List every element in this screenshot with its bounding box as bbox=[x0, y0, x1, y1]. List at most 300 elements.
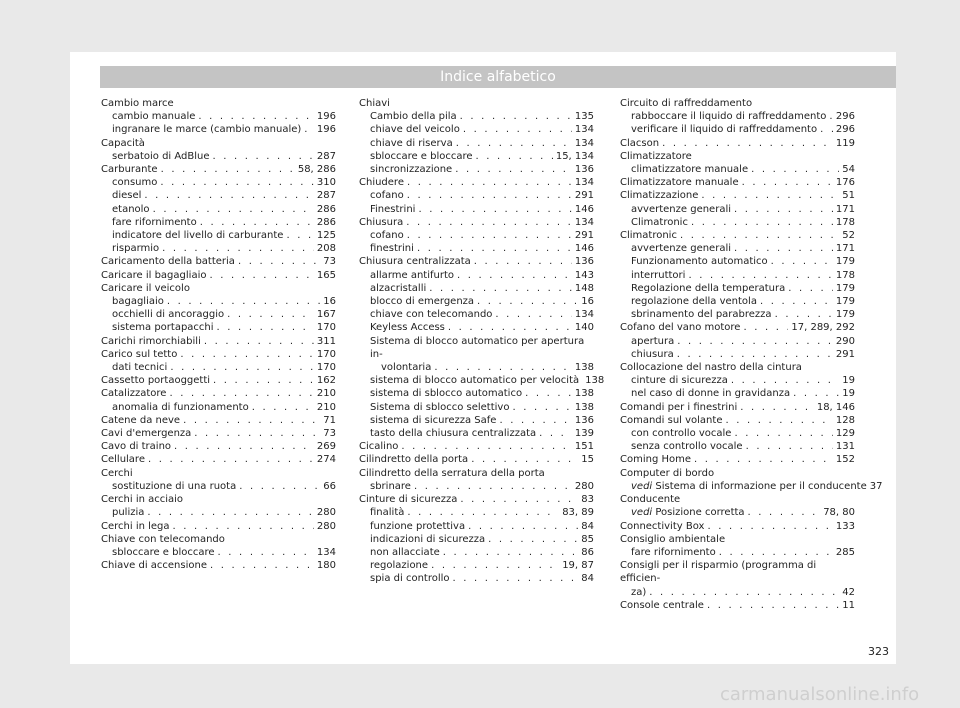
leader-dots bbox=[194, 427, 320, 440]
index-subentry bbox=[359, 189, 594, 202]
page-reference: 171 bbox=[835, 203, 855, 215]
index-term: avvertenze generali bbox=[631, 203, 732, 215]
page-reference: 138 bbox=[585, 375, 605, 387]
leader-dots bbox=[148, 453, 314, 466]
index-entry bbox=[620, 493, 855, 506]
index-entry bbox=[101, 559, 336, 572]
page-reference: 54 bbox=[842, 164, 855, 176]
index-term: Sistema di blocco automatico per apertura in- bbox=[370, 335, 585, 360]
page-reference: 171 bbox=[835, 243, 855, 255]
leader-dots bbox=[463, 123, 572, 136]
leader-dots bbox=[468, 520, 578, 533]
page-reference: 42 bbox=[842, 586, 855, 598]
watermark: carmanualsonline.info bbox=[720, 684, 920, 705]
index-term: Carburante bbox=[101, 164, 158, 176]
leader-dots bbox=[209, 269, 313, 282]
page-reference: 37 bbox=[869, 480, 883, 492]
index-term: finestrini bbox=[370, 243, 414, 255]
page-reference: 133 bbox=[835, 520, 855, 532]
index-term: Cofano del vano motore bbox=[620, 322, 741, 334]
index-term: Keyless Access bbox=[370, 322, 445, 334]
index-entry bbox=[101, 374, 336, 387]
index-term: Connectivity Box bbox=[620, 520, 705, 532]
page-reference: 84 bbox=[581, 573, 594, 585]
index-subentry bbox=[101, 546, 336, 559]
index-subentry bbox=[359, 203, 594, 216]
page-reference: 179 bbox=[835, 296, 855, 308]
index-subentry bbox=[620, 440, 855, 453]
index-term: Comandi per i finestrini bbox=[620, 401, 738, 413]
leader-dots bbox=[488, 533, 578, 546]
index-term: bagagliaio bbox=[112, 296, 164, 308]
index-subentry bbox=[359, 282, 594, 295]
index-term: consumo bbox=[112, 177, 158, 189]
leader-dots bbox=[239, 480, 320, 493]
page-reference: 280 bbox=[316, 520, 336, 532]
index-term: spia di controllo bbox=[370, 573, 450, 585]
leader-dots bbox=[200, 216, 314, 229]
page-reference: 78, 80 bbox=[823, 507, 855, 519]
leader-dots bbox=[406, 216, 572, 229]
index-subentry bbox=[359, 295, 594, 308]
page-reference: 16 bbox=[323, 296, 336, 308]
leader-dots bbox=[160, 176, 314, 189]
index-term: volontaria bbox=[381, 362, 432, 374]
index-term: etanolo bbox=[112, 203, 150, 215]
index-term: non allacciate bbox=[370, 546, 440, 558]
index-term: Caricare il veicolo bbox=[101, 282, 190, 294]
page-reference: 179 bbox=[835, 309, 855, 321]
page-reference: 73 bbox=[323, 256, 336, 268]
index-term: Regolazione della temperatura bbox=[631, 282, 786, 294]
page-reference: 148 bbox=[574, 282, 594, 294]
leader-dots bbox=[180, 348, 314, 361]
leader-dots bbox=[725, 414, 832, 427]
leader-dots bbox=[746, 440, 833, 453]
index-term: funzione protettiva bbox=[370, 520, 466, 532]
page-reference: 285 bbox=[835, 546, 855, 558]
index-term: Cavo di traino bbox=[101, 441, 172, 453]
index-entry bbox=[620, 361, 855, 374]
leader-dots bbox=[719, 546, 833, 559]
page-reference: 138 bbox=[574, 388, 594, 400]
index-entry bbox=[620, 229, 855, 242]
index-subentry bbox=[101, 308, 336, 321]
index-term: occhielli di ancoraggio bbox=[112, 309, 225, 321]
page-reference: 210 bbox=[316, 401, 336, 413]
index-subentry bbox=[101, 242, 336, 255]
index-term: con controllo vocale bbox=[631, 428, 732, 440]
page-reference: 71 bbox=[323, 414, 336, 426]
leader-dots bbox=[456, 137, 572, 150]
index-entry bbox=[620, 321, 855, 334]
page-reference: 296 bbox=[835, 124, 855, 136]
page-reference: 52 bbox=[842, 230, 855, 242]
index-subentry bbox=[359, 387, 594, 400]
leader-dots bbox=[829, 110, 833, 123]
leader-dots bbox=[734, 427, 832, 440]
index-term: verificare il liquido di raffreddamento bbox=[631, 124, 818, 136]
index-term: vedi Sistema di informazione per il conducente bbox=[631, 480, 867, 492]
page-reference: 134 bbox=[574, 124, 594, 136]
leader-dots bbox=[793, 387, 839, 400]
leader-dots bbox=[173, 520, 314, 533]
index-entry bbox=[101, 282, 336, 295]
leader-dots bbox=[434, 361, 572, 374]
index-entry bbox=[101, 97, 336, 110]
index-term: Finestrini bbox=[370, 203, 416, 215]
page-reference: 15 bbox=[581, 454, 594, 466]
page-number: 323 bbox=[868, 645, 889, 658]
index-entry bbox=[101, 269, 336, 282]
page-reference: 138 bbox=[574, 401, 594, 413]
index-entry bbox=[359, 216, 594, 229]
index-term: Chiudere bbox=[359, 177, 404, 189]
page-reference: 86 bbox=[581, 546, 594, 558]
page-reference: 287 bbox=[316, 190, 336, 202]
leader-dots bbox=[820, 123, 833, 136]
page-reference: 134 bbox=[574, 216, 594, 228]
leader-dots bbox=[677, 335, 833, 348]
index-subentry bbox=[359, 427, 594, 440]
index-term: Caricare il bagagliaio bbox=[101, 269, 207, 281]
index-term: anomalia di funzionamento bbox=[112, 401, 249, 413]
index-entry bbox=[101, 467, 336, 480]
index-entry bbox=[359, 255, 594, 268]
leader-dots bbox=[742, 176, 833, 189]
page-reference: 286 bbox=[316, 203, 336, 215]
index-subentry bbox=[620, 282, 855, 295]
index-term: rabboccare il liquido di raffreddamento bbox=[631, 111, 827, 123]
leader-dots bbox=[414, 480, 572, 493]
index-term: Cassetto portaoggetti bbox=[101, 375, 211, 387]
leader-dots bbox=[474, 255, 572, 268]
index-subentry bbox=[620, 348, 855, 361]
page-reference: 66 bbox=[323, 480, 336, 492]
index-term: allarme antifurto bbox=[370, 269, 454, 281]
index-entry bbox=[101, 335, 336, 348]
leader-dots bbox=[460, 110, 572, 123]
index-term: Chiave di accensione bbox=[101, 560, 207, 572]
page-reference: 131 bbox=[835, 441, 855, 453]
page-reference: 287 bbox=[316, 150, 336, 162]
leader-dots bbox=[407, 189, 572, 202]
leader-dots bbox=[153, 203, 314, 216]
index-term: cinture di sicurezza bbox=[631, 375, 728, 387]
index-subentry bbox=[101, 506, 336, 519]
page-reference: 84 bbox=[581, 520, 594, 532]
index-entry bbox=[620, 150, 855, 163]
index-entry bbox=[101, 440, 336, 453]
index-subentry bbox=[359, 572, 594, 585]
index-subentry bbox=[101, 176, 336, 189]
index-term: senza controllo vocale bbox=[631, 441, 743, 453]
index-term: Caricamento della batteria bbox=[101, 256, 235, 268]
page-reference: 140 bbox=[574, 322, 594, 334]
leader-dots bbox=[418, 203, 571, 216]
index-subentry bbox=[359, 414, 594, 427]
index-entry bbox=[359, 440, 594, 453]
leader-dots bbox=[238, 255, 320, 268]
index-term: Cellulare bbox=[101, 454, 145, 466]
index-subentry bbox=[620, 480, 883, 493]
page-reference: 310 bbox=[316, 177, 336, 189]
index-entry bbox=[101, 255, 336, 268]
index-term: Carichi rimorchiabili bbox=[101, 335, 201, 347]
page-reference: 286 bbox=[316, 216, 336, 228]
index-term: sistema di sblocco automatico bbox=[370, 388, 523, 400]
page-reference: 170 bbox=[316, 322, 336, 334]
page-reference: 196 bbox=[316, 111, 336, 123]
index-entry bbox=[620, 453, 855, 466]
index-subentry bbox=[620, 242, 855, 255]
index-term: nel caso di donne in gravidanza bbox=[631, 388, 791, 400]
index-term: apertura bbox=[631, 335, 675, 347]
index-entry bbox=[101, 137, 336, 150]
index-entry bbox=[620, 97, 855, 110]
index-term: Climatizzatore manuale bbox=[620, 177, 739, 189]
index-entry bbox=[620, 533, 855, 546]
index-term: Capacità bbox=[101, 137, 145, 149]
index-subentry bbox=[620, 269, 855, 282]
page-reference: 73 bbox=[323, 428, 336, 440]
index-term: Cicalino bbox=[359, 441, 399, 453]
index-entry bbox=[359, 176, 594, 189]
index-term: sbrinamento del parabrezza bbox=[631, 309, 772, 321]
leader-dots bbox=[213, 374, 314, 387]
page-reference: 146 bbox=[574, 203, 594, 215]
index-subentry bbox=[620, 255, 855, 268]
leader-dots bbox=[731, 374, 839, 387]
index-term: sincronizzazione bbox=[370, 164, 453, 176]
leader-dots bbox=[407, 229, 572, 242]
leader-dots bbox=[218, 546, 314, 559]
page-reference: 180 bbox=[316, 560, 336, 572]
index-term: dati tecnici bbox=[112, 362, 168, 374]
leader-dots bbox=[217, 321, 314, 334]
index-entry bbox=[101, 453, 336, 466]
page-reference: 139 bbox=[574, 428, 594, 440]
page-reference: 146 bbox=[574, 243, 594, 255]
index-subentry bbox=[101, 321, 336, 334]
index-term: chiave del veicolo bbox=[370, 124, 460, 136]
leader-dots bbox=[407, 506, 559, 519]
index-term: chiave di riserva bbox=[370, 137, 453, 149]
index-term: fare rifornimento bbox=[631, 546, 716, 558]
leader-dots bbox=[539, 427, 572, 440]
leader-dots bbox=[734, 242, 833, 255]
leader-dots bbox=[701, 189, 839, 202]
leader-dots bbox=[198, 110, 314, 123]
index-subentry bbox=[101, 110, 336, 123]
leader-dots bbox=[649, 586, 839, 599]
index-entry bbox=[620, 467, 855, 480]
page-reference: 152 bbox=[835, 454, 855, 466]
index-term: blocco di emergenza bbox=[370, 296, 475, 308]
leader-dots bbox=[788, 282, 833, 295]
leader-dots bbox=[227, 308, 314, 321]
leader-dots bbox=[512, 401, 571, 414]
leader-dots bbox=[167, 295, 320, 308]
index-entry bbox=[620, 599, 855, 612]
page-reference: 18, 146 bbox=[816, 401, 855, 413]
leader-dots bbox=[743, 321, 788, 334]
index-term: Cinture di sicurezza bbox=[359, 494, 458, 506]
index-subentry bbox=[359, 242, 594, 255]
page-reference: 165 bbox=[316, 269, 336, 281]
leader-dots bbox=[495, 308, 571, 321]
leader-dots bbox=[162, 242, 314, 255]
page-reference: 151 bbox=[574, 441, 594, 453]
leader-dots bbox=[662, 137, 833, 150]
index-subentry bbox=[620, 295, 855, 308]
index-term: Console centrale bbox=[620, 599, 704, 611]
leader-dots bbox=[476, 150, 553, 163]
index-subentry bbox=[359, 150, 594, 163]
leader-dots bbox=[147, 506, 314, 519]
index-term: ingranare le marce (cambio manuale) bbox=[112, 124, 302, 136]
leader-dots bbox=[170, 361, 314, 374]
leader-dots bbox=[760, 295, 833, 308]
index-subentry bbox=[359, 163, 594, 176]
page-reference: 178 bbox=[835, 269, 855, 281]
index-term: regolazione bbox=[370, 560, 429, 572]
page-reference: 291 bbox=[835, 348, 855, 360]
index-term: Conducente bbox=[620, 494, 681, 506]
index-term: Coming Home bbox=[620, 454, 692, 466]
index-entry bbox=[101, 348, 336, 361]
leader-dots bbox=[213, 150, 314, 163]
index-entry bbox=[101, 493, 336, 506]
leader-dots bbox=[775, 308, 833, 321]
index-term: Cambio della pila bbox=[370, 111, 457, 123]
index-term: indicatore del livello di carburante bbox=[112, 230, 284, 242]
leader-dots bbox=[455, 163, 572, 176]
leader-dots bbox=[707, 520, 832, 533]
page-reference: 311 bbox=[316, 335, 336, 347]
index-subentry bbox=[620, 216, 855, 229]
index-subentry bbox=[359, 520, 594, 533]
leader-dots bbox=[471, 453, 578, 466]
index-term: Consigli per il risparmio (programma di efficien- bbox=[620, 560, 817, 585]
page-reference: 129 bbox=[835, 428, 855, 440]
index-term: Clacson bbox=[620, 137, 660, 149]
index-term: pulizia bbox=[112, 507, 145, 519]
page-reference: 51 bbox=[842, 190, 855, 202]
page-reference: 134 bbox=[316, 546, 336, 558]
index-subentry bbox=[620, 123, 855, 136]
index-subentry bbox=[359, 546, 594, 559]
see-reference: vedi bbox=[631, 507, 656, 519]
index-term: sistema di sicurezza Safe bbox=[370, 414, 497, 426]
index-entry bbox=[359, 467, 594, 480]
index-subentry bbox=[620, 374, 855, 387]
page-reference: 135 bbox=[574, 111, 594, 123]
page-reference: 19, 87 bbox=[562, 560, 594, 572]
index-term: Cerchi bbox=[101, 467, 133, 479]
leader-dots bbox=[457, 269, 572, 282]
page-reference: 19 bbox=[842, 375, 855, 387]
index-subentry bbox=[101, 361, 336, 374]
index-term: avvertenze generali bbox=[631, 243, 732, 255]
page-reference: 134 bbox=[574, 137, 594, 149]
leader-dots bbox=[694, 453, 833, 466]
index-term: Cerchi in lega bbox=[101, 520, 170, 532]
index-subentry bbox=[101, 229, 336, 242]
leader-dots bbox=[460, 493, 578, 506]
index-term: Chiavi bbox=[359, 98, 390, 109]
leader-dots bbox=[677, 348, 833, 361]
leader-dots bbox=[688, 269, 832, 282]
leader-dots bbox=[477, 295, 578, 308]
page-reference: 280 bbox=[316, 507, 336, 519]
index-term: Chiusura centralizzata bbox=[359, 256, 471, 268]
index-term: diesel bbox=[112, 190, 142, 202]
index-subentry bbox=[620, 506, 855, 519]
index-term: Cilindretto della porta bbox=[359, 454, 469, 466]
page-reference: 208 bbox=[316, 243, 336, 255]
leader-dots bbox=[691, 216, 833, 229]
page-reference: 134 bbox=[574, 177, 594, 189]
index-term: cofano bbox=[370, 190, 404, 202]
leader-dots bbox=[751, 163, 839, 176]
index-entry bbox=[620, 414, 855, 427]
index-entry bbox=[620, 176, 855, 189]
page-reference: 167 bbox=[316, 309, 336, 321]
page-reference: 179 bbox=[835, 256, 855, 268]
page-reference: 58, 286 bbox=[297, 164, 336, 176]
index-term: Consiglio ambientale bbox=[620, 533, 726, 545]
page-reference: 136 bbox=[574, 164, 594, 176]
page-reference: 15, 134 bbox=[555, 150, 594, 162]
leader-dots bbox=[407, 176, 572, 189]
page-reference: 291 bbox=[574, 190, 594, 202]
index-term: Collocazione del nastro della cintura bbox=[620, 362, 802, 374]
index-subentry bbox=[359, 533, 594, 546]
index-subentry bbox=[101, 123, 336, 136]
index-subentry bbox=[101, 189, 336, 202]
index-term: Chiave con telecomando bbox=[101, 533, 225, 545]
leader-dots bbox=[144, 189, 313, 202]
index-term: interruttori bbox=[631, 269, 686, 281]
leader-dots bbox=[443, 546, 579, 559]
index-term: regolazione della ventola bbox=[631, 296, 757, 308]
page-reference: 85 bbox=[581, 533, 594, 545]
index-term: Funzionamento automatico bbox=[631, 256, 768, 268]
page-reference: 274 bbox=[316, 454, 336, 466]
index-term: Climatronic bbox=[631, 216, 688, 228]
index-term: Climatizzazione bbox=[620, 190, 699, 202]
leader-dots bbox=[401, 440, 572, 453]
index-column-2 bbox=[359, 97, 605, 586]
index-term: indicazioni di sicurezza bbox=[370, 533, 486, 545]
index-entry bbox=[101, 520, 336, 533]
index-entry bbox=[620, 401, 855, 414]
index-term: sistema portapacchi bbox=[112, 322, 214, 334]
page-reference: 178 bbox=[835, 216, 855, 228]
leader-dots bbox=[748, 506, 821, 519]
page-reference: 143 bbox=[574, 269, 594, 281]
index-term: climatizzatore manuale bbox=[631, 164, 749, 176]
leader-dots bbox=[707, 599, 839, 612]
index-subentry bbox=[620, 427, 855, 440]
index-column-1 bbox=[101, 97, 336, 572]
index-subentry bbox=[620, 586, 855, 599]
index-entry bbox=[101, 387, 336, 400]
page-reference: 170 bbox=[316, 362, 336, 374]
index-subentry bbox=[359, 506, 594, 519]
page-reference: 291 bbox=[574, 230, 594, 242]
